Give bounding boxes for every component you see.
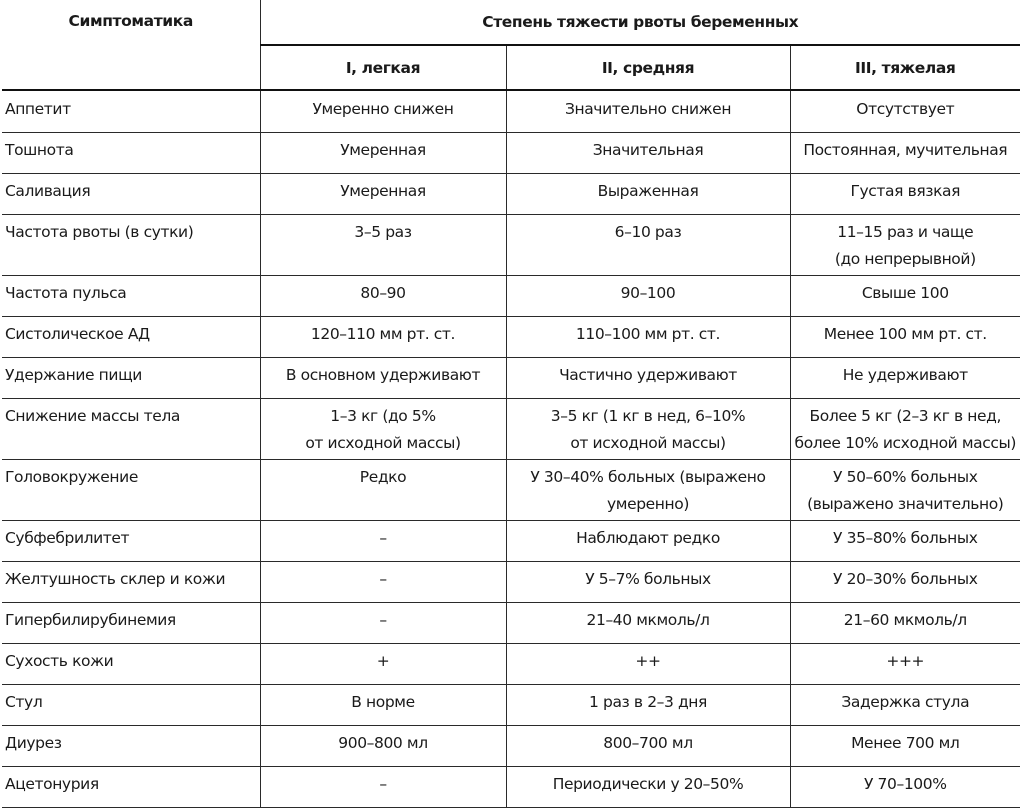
degree-2-cell: 800–700 мл xyxy=(506,726,790,767)
degree-2-cell: Частично удерживают xyxy=(506,358,790,399)
header-severity-group: Степень тяжести рвоты беременных xyxy=(260,0,1020,45)
symptom-cell: Ацетонурия xyxy=(2,767,260,808)
degree-1-cell: В основном удерживают xyxy=(260,358,506,399)
degree-3-cell: 11–15 раз и чаще (до непрерывной) xyxy=(790,215,1020,276)
degree-1-cell: Редко xyxy=(260,460,506,521)
table-row xyxy=(2,562,1020,603)
degree-3-cell: Постоянная, мучительная xyxy=(790,133,1020,174)
degree-1-cell: 1–3 кг (до 5% от исходной массы) xyxy=(260,399,506,460)
degree-2-cell: Периодически у 20–50% xyxy=(506,767,790,808)
degree-3-cell: Отсутствует xyxy=(790,90,1020,133)
degree-3-cell: У 35–80% больных xyxy=(790,521,1020,562)
degree-2-cell: Выраженная xyxy=(506,174,790,215)
degree-2-cell: Значительная xyxy=(506,133,790,174)
table-header xyxy=(2,0,1020,90)
degree-2-cell: 110–100 мм рт. ст. xyxy=(506,317,790,358)
degree-1-cell: + xyxy=(260,644,506,685)
degree-2-cell: Наблюдают редко xyxy=(506,521,790,562)
degree-3-cell: Менее 700 мл xyxy=(790,726,1020,767)
symptom-cell: Тошнота xyxy=(2,133,260,174)
table-row xyxy=(2,358,1020,399)
degree-2-cell: ++ xyxy=(506,644,790,685)
symptom-cell: Аппетит xyxy=(2,90,260,133)
degree-2-cell: 1 раз в 2–3 дня xyxy=(506,685,790,726)
header-symptom: Симптоматика xyxy=(2,0,260,90)
symptom-cell: Частота пульса xyxy=(2,276,260,317)
degree-3-cell: У 50–60% больных (выражено значительно) xyxy=(790,460,1020,521)
header-degree-1: I, легкая xyxy=(260,45,506,90)
header-degree-2: II, средняя xyxy=(506,45,790,90)
degree-3-cell: Густая вязкая xyxy=(790,174,1020,215)
table-row xyxy=(2,90,1020,133)
symptom-cell: Сухость кожи xyxy=(2,644,260,685)
symptom-cell: Саливация xyxy=(2,174,260,215)
symptom-cell: Головокружение xyxy=(2,460,260,521)
degree-2-cell: 3–5 кг (1 кг в нед, 6–10% от исходной массы) xyxy=(506,399,790,460)
symptom-cell: Частота рвоты (в сутки) xyxy=(2,215,260,276)
degree-1-cell: Умеренная xyxy=(260,174,506,215)
degree-2-cell: 90–100 xyxy=(506,276,790,317)
degree-2-cell: Значительно снижен xyxy=(506,90,790,133)
degree-2-cell: У 30–40% больных (выражено умеренно) xyxy=(506,460,790,521)
table-row xyxy=(2,317,1020,358)
symptom-cell: Удержание пищи xyxy=(2,358,260,399)
table-row xyxy=(2,276,1020,317)
symptom-cell: Систолическое АД xyxy=(2,317,260,358)
degree-1-cell: – xyxy=(260,521,506,562)
degree-3-cell: Не удерживают xyxy=(790,358,1020,399)
degree-3-cell: 21–60 мкмоль/л xyxy=(790,603,1020,644)
table-row xyxy=(2,644,1020,685)
degree-1-cell: 80–90 xyxy=(260,276,506,317)
symptom-cell: Гипербилирубинемия xyxy=(2,603,260,644)
degree-3-cell: У 70–100% xyxy=(790,767,1020,808)
degree-1-cell: – xyxy=(260,767,506,808)
symptom-cell: Субфебрилитет xyxy=(2,521,260,562)
degree-1-cell: В норме xyxy=(260,685,506,726)
degree-2-cell: 6–10 раз xyxy=(506,215,790,276)
degree-1-cell: Умеренно снижен xyxy=(260,90,506,133)
degree-1-cell: 3–5 раз xyxy=(260,215,506,276)
degree-2-cell: У 5–7% больных xyxy=(506,562,790,603)
degree-1-cell: 120–110 мм рт. ст. xyxy=(260,317,506,358)
degree-1-cell: 900–800 мл xyxy=(260,726,506,767)
degree-3-cell: Менее 100 мм рт. ст. xyxy=(790,317,1020,358)
table-row xyxy=(2,399,1020,460)
symptom-cell: Диурез xyxy=(2,726,260,767)
degree-2-cell: 21–40 мкмоль/л xyxy=(506,603,790,644)
degree-1-cell: Умеренная xyxy=(260,133,506,174)
table-row xyxy=(2,521,1020,562)
table-row xyxy=(2,726,1020,767)
header-degree-3: III, тяжелая xyxy=(790,45,1020,90)
degree-3-cell: Свыше 100 xyxy=(790,276,1020,317)
degree-3-cell: Более 5 кг (2–3 кг в нед, более 10% исходной массы) xyxy=(790,399,1020,460)
table-row xyxy=(2,460,1020,521)
degree-3-cell: Задержка стула xyxy=(790,685,1020,726)
symptom-cell: Снижение массы тела xyxy=(2,399,260,460)
table-row xyxy=(2,767,1020,808)
symptom-cell: Стул xyxy=(2,685,260,726)
degree-1-cell: – xyxy=(260,603,506,644)
table-row xyxy=(2,685,1020,726)
table-row xyxy=(2,133,1020,174)
table-row xyxy=(2,215,1020,276)
table-body xyxy=(2,90,1020,808)
table-row xyxy=(2,603,1020,644)
symptom-cell: Желтушность склер и кожи xyxy=(2,562,260,603)
degree-3-cell: +++ xyxy=(790,644,1020,685)
degree-3-cell: У 20–30% больных xyxy=(790,562,1020,603)
table-row xyxy=(2,174,1020,215)
severity-table xyxy=(2,0,1020,808)
degree-1-cell: – xyxy=(260,562,506,603)
